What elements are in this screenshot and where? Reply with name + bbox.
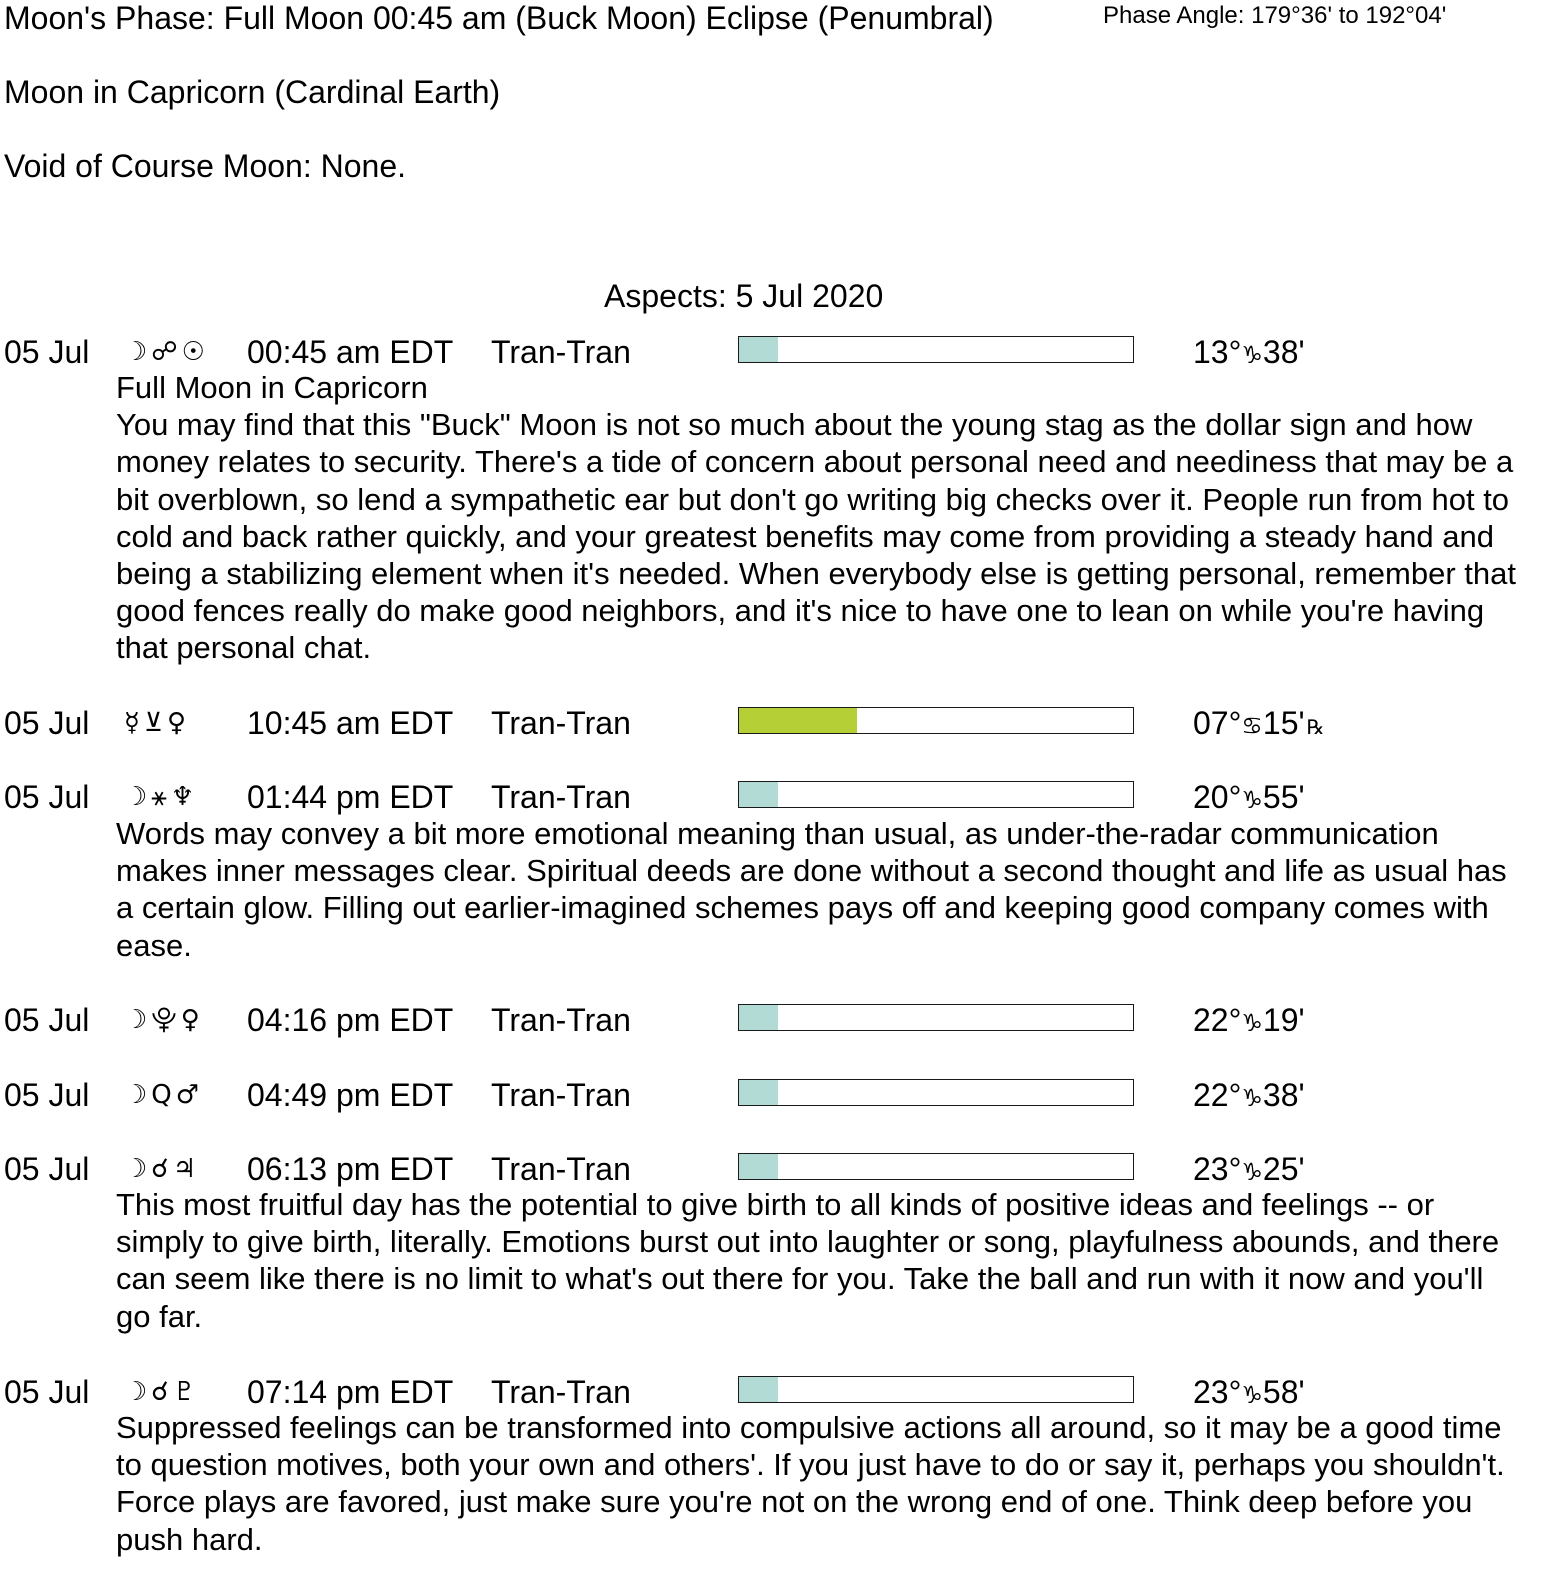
aspect-type: Tran-Tran: [491, 705, 631, 741]
aspect-time: 01:44 pm EDT: [247, 779, 454, 815]
aspect-time: 04:16 pm EDT: [247, 1002, 454, 1038]
aspect-row: [0, 1000, 1547, 1040]
capricorn-sign-icon: ♑: [1241, 1009, 1263, 1037]
strength-bar-fill: [739, 708, 857, 733]
aspect-date: 05 Jul: [4, 1002, 90, 1038]
aspect-glyphs: ☽☍☉: [124, 337, 209, 367]
position-degree: 22°: [1193, 1077, 1242, 1113]
aspect-position: [1193, 1000, 1305, 1043]
void-of-course-line: Void of Course Moon: None.: [4, 148, 407, 184]
aspect-description: [116, 1186, 1516, 1335]
aspect-row: [0, 1075, 1547, 1115]
aspect-type: Tran-Tran: [491, 1002, 631, 1038]
aspect-type: Tran-Tran: [491, 1077, 631, 1113]
position-minute: 55': [1262, 779, 1305, 815]
aspect-row: [0, 332, 1547, 372]
aspect-type: Tran-Tran: [491, 334, 631, 370]
aspect-position: [1193, 777, 1305, 820]
strength-bar: [738, 1376, 1134, 1403]
aspect-date: 05 Jul: [4, 1374, 90, 1410]
strength-bar-fill: [739, 782, 778, 807]
aspect-desc-text: Suppressed feelings can be transformed into compulsive actions all around, so it may be a good time to question motives, both your own and others'. If you just have to do or say it, perhaps you shouldn't. Force plays are favored, just make sure you're not on the wrong end of one. Think deep before you push hard.: [116, 1410, 1505, 1557]
moon-sign-line: Moon in Capricorn (Cardinal Earth): [4, 74, 501, 110]
aspect-date: 05 Jul: [4, 1151, 90, 1187]
aspect-desc-text: This most fruitful day has the potential to give birth to all kinds of positive ideas and feelings -- or simply to give birth, literally. Emotions burst out into laughter or song, playfulness abounds, and there can seem like there is no limit to what's out there for you. Take the ball and run with it now and you'll go far.: [116, 1187, 1500, 1334]
strength-bar: [738, 1004, 1134, 1031]
aspect-description: [116, 369, 1516, 667]
strength-bar-fill: [739, 1005, 778, 1030]
strength-bar-fill: [739, 1377, 778, 1402]
position-minute: 15': [1262, 705, 1305, 741]
position-degree: 23°: [1193, 1151, 1242, 1187]
position-degree: 22°: [1193, 1002, 1242, 1038]
aspect-date: 05 Jul: [4, 705, 90, 741]
strength-bar-fill: [739, 337, 778, 362]
strength-bar: [738, 1079, 1134, 1106]
aspect-time: 10:45 am EDT: [247, 705, 454, 741]
aspect-row: [0, 777, 1547, 817]
aspect-type: Tran-Tran: [491, 779, 631, 815]
aspect-date: 05 Jul: [4, 1077, 90, 1113]
moon-phase-line: Moon's Phase: Full Moon 00:45 am (Buck Moon) Eclipse (Penumbral): [4, 0, 994, 36]
capricorn-sign-icon: ♑: [1241, 341, 1263, 369]
aspect-type: Tran-Tran: [491, 1151, 631, 1187]
aspect-desc-text: You may find that this "Buck" Moon is not so much about the young stag as the dollar sign and how money relates to security. There's a tide of concern about personal need and neediness that may be a bit overblown, so lend a sympathetic ear but don't go writing big checks over it. People run from hot to cold and back rather quickly, and your greatest benefits may come from providing a steady hand and being a stabilizing element when it's needed. When everybody else is getting personal, remember that good fences really do make good neighbors, and it's nice to have one to lean on while you're having that personal chat.: [116, 407, 1516, 666]
capricorn-sign-icon: ♑: [1241, 1381, 1263, 1409]
position-degree: 23°: [1193, 1374, 1242, 1410]
aspect-glyphs: ☿⊻♀: [124, 708, 191, 738]
strength-bar-fill: [739, 1154, 778, 1179]
cancer-sign-icon: ♋: [1241, 712, 1263, 740]
strength-bar: [738, 707, 1134, 734]
strength-bar-fill: [739, 1080, 778, 1105]
phase-angle: Phase Angle: 179°36' to 192°04': [1103, 2, 1447, 29]
strength-bar: [738, 1153, 1134, 1180]
position-degree: 13°: [1193, 334, 1242, 370]
strength-bar: [738, 781, 1134, 808]
aspect-time: 07:14 pm EDT: [247, 1374, 454, 1410]
position-degree: 20°: [1193, 779, 1242, 815]
aspect-description: [116, 1409, 1516, 1558]
position-minute: 25': [1262, 1151, 1305, 1187]
aspect-time: 00:45 am EDT: [247, 334, 454, 370]
aspect-row: [0, 703, 1547, 743]
aspect-position: [1193, 703, 1325, 747]
aspect-glyphs: ☽⚹♆: [124, 782, 199, 812]
aspect-date: 05 Jul: [4, 779, 90, 815]
aspects-title: Aspects: 5 Jul 2020: [604, 278, 884, 314]
strength-bar: [738, 336, 1134, 363]
position-minute: 19': [1262, 1002, 1305, 1038]
aspect-row: [0, 1149, 1547, 1189]
aspect-glyphs: ☽☌♃: [124, 1154, 201, 1184]
position-minute: 58': [1262, 1374, 1305, 1410]
aspect-desc-text: Words may convey a bit more emotional meaning than usual, as under-the-radar communication makes inner messages clear. Spiritual deeds are done without a second thought and life as usual has a certain glow. Filling out earlier-imagined schemes pays off and keeping good company comes with ease.: [116, 816, 1507, 963]
aspect-type: Tran-Tran: [491, 1374, 631, 1410]
position-degree: 07°: [1193, 705, 1242, 741]
aspect-position: [1193, 1075, 1305, 1118]
aspect-row: [0, 1372, 1547, 1412]
aspect-date: 05 Jul: [4, 334, 90, 370]
aspect-time: 04:49 pm EDT: [247, 1077, 454, 1113]
capricorn-sign-icon: ♑: [1241, 786, 1263, 814]
position-minute: 38': [1262, 1077, 1305, 1113]
aspect-glyphs: ☽Q♂: [124, 1080, 204, 1110]
aspect-glyphs: ☽⯓♀: [124, 1005, 204, 1035]
aspect-desc-title: Full Moon in Capricorn: [116, 370, 428, 405]
aspect-time: 06:13 pm EDT: [247, 1151, 454, 1187]
retrograde-icon: ℞: [1306, 715, 1325, 739]
aspect-description: [116, 815, 1516, 964]
position-minute: 38': [1262, 334, 1305, 370]
capricorn-sign-icon: ♑: [1241, 1158, 1263, 1186]
capricorn-sign-icon: ♑: [1241, 1084, 1263, 1112]
aspect-glyphs: ☽☌♇: [124, 1377, 201, 1407]
